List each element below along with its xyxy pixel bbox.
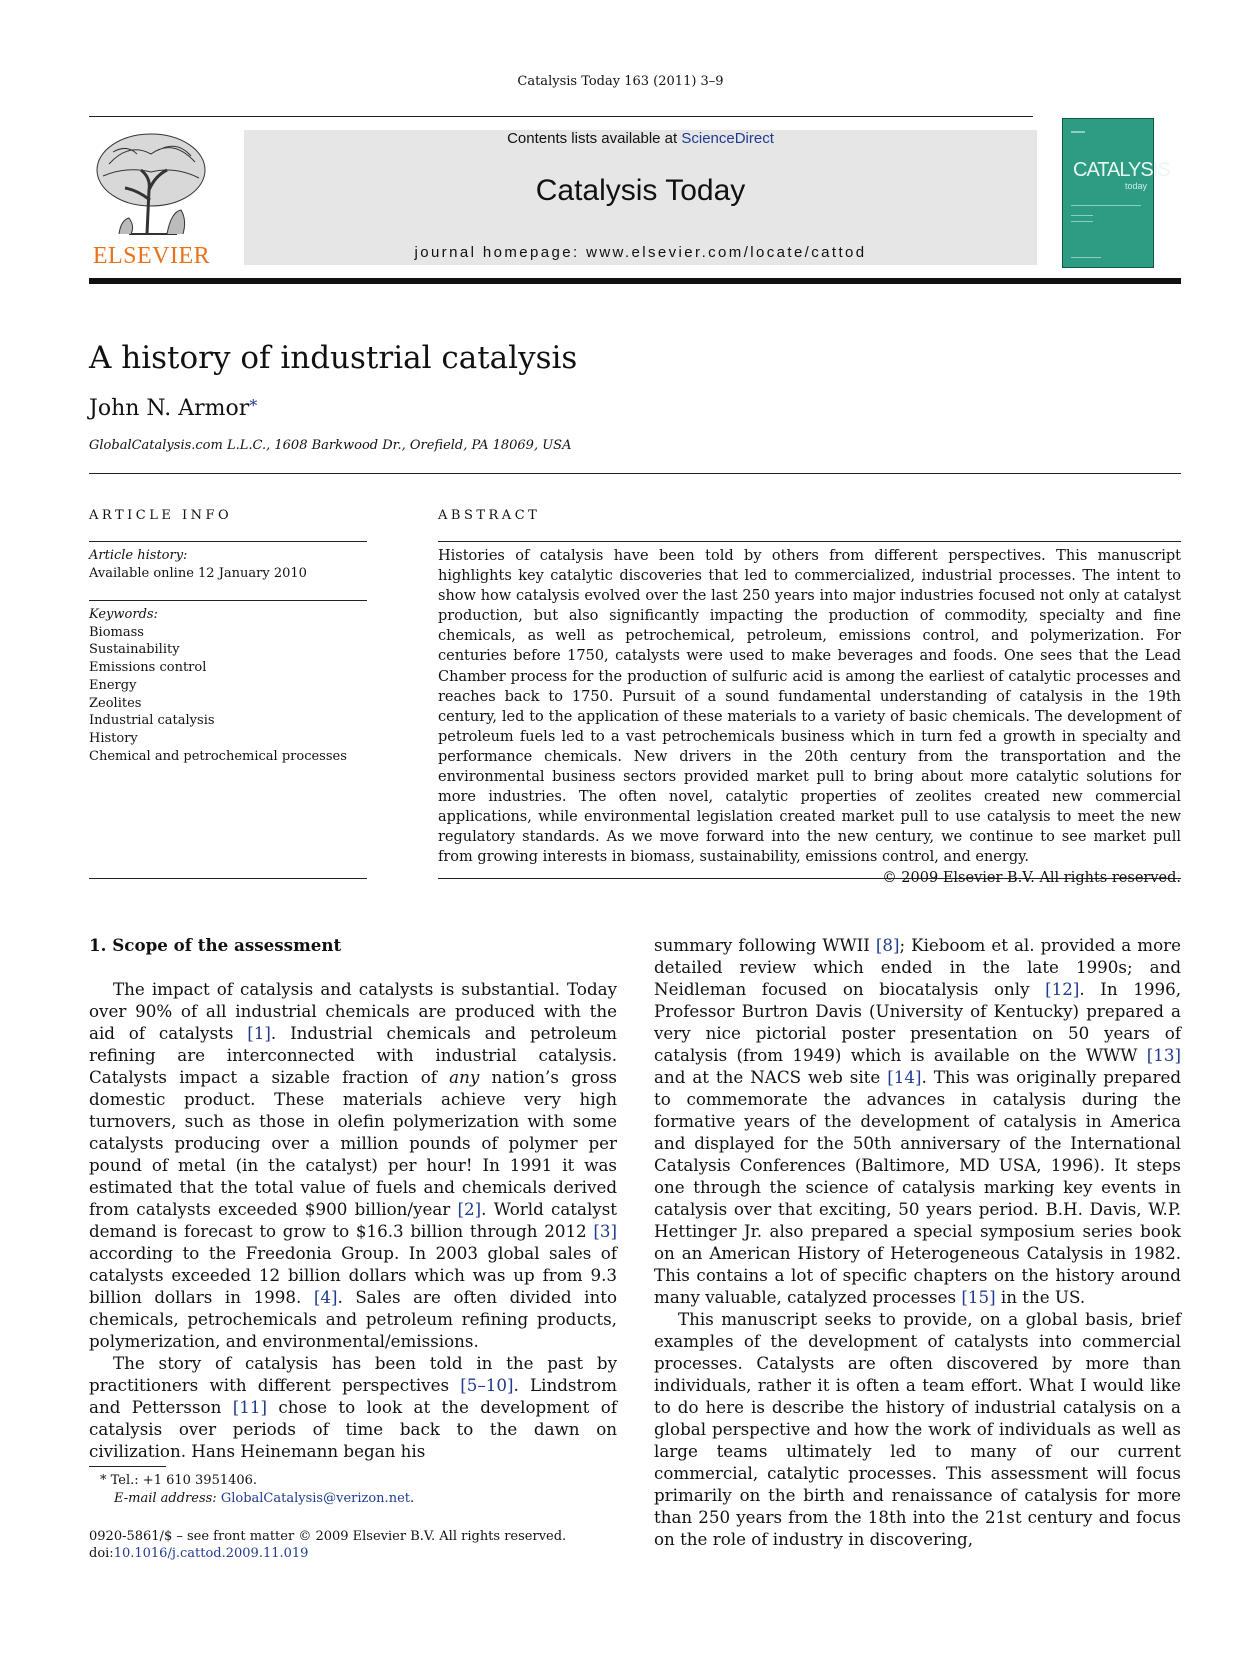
text-run: and at the NACS web site <box>654 1067 888 1087</box>
footnote-rule <box>89 1466 166 1467</box>
tree-icon <box>89 130 214 242</box>
cover-text-line <box>1071 257 1101 258</box>
history-value: Available online 12 January 2010 <box>89 565 307 581</box>
keyword-item: Biomass <box>89 624 144 640</box>
citation-link[interactable]: [14] <box>887 1067 922 1087</box>
author-name: John N. Armor <box>89 396 250 421</box>
text-run: ; Kieboom et al. provided a more detailed review which ended in the late 1990s; and Neidleman focused on biocatalysis only <box>654 935 1181 999</box>
info-rule <box>89 541 367 542</box>
author-footnote-link[interactable]: * <box>249 396 258 415</box>
history-label: Article history: <box>89 548 188 563</box>
info-rule <box>89 878 367 879</box>
abstract-rule <box>438 541 1181 542</box>
footnote <box>100 1472 414 1508</box>
citation-link[interactable]: [5–10] <box>460 1375 514 1395</box>
abstract-text: Histories of catalysis have been told by others from different perspectives. This manuscript highlights key catalytic discoveries that led to commercialized, industrial processes. The intent to show how catalysis evolved over the last 250 years into major industries focused not only at catalyst production, but also significantly impacting the production of commodity, specialty and fine chemicals, as well as petrochemical, petroleum, emissions control, and polymerization. For centuries before 1750, catalysts were used to make beverages and foods. One sees that the Lead Chamber process for the production of sulfuric acid is among the earliest of catalytic processes and reaches back to 1750. Pursuit of a sound fundamental understanding of catalysis in the 19th century, led to the application of these materials to a variety of basic chemicals. The development of petroleum fuels led to a vast petrochemicals business which in turn fed a growth in specialty and performance chemicals. New drivers in the 20th century from the transportation and the environmental business sectors provided market pull to bring about more catalytic solutions for more industries. The often novel, catalytic properties of zeolites created new commercial applications, while environmental legislation created market pull to use catalysis to meet the new regulatory standards. As we move forward into the new century, we continue to see market pull from growing interests in biomass, sustainability, emissions control, and energy. <box>438 548 1181 866</box>
info-rule <box>89 600 367 601</box>
email-link[interactable]: GlobalCatalysis@verizon.net <box>220 1491 410 1506</box>
journal-cover[interactable] <box>1062 118 1170 268</box>
keywords-block <box>89 606 367 765</box>
doi-link[interactable]: 10.1016/j.cattod.2009.11.019 <box>113 1546 309 1561</box>
doi-label: doi: <box>89 1546 114 1561</box>
emphasis: any <box>449 1067 480 1087</box>
body-paragraph <box>654 934 1181 1308</box>
cover-subtitle: today <box>1125 181 1148 191</box>
cover-text-line <box>1071 215 1093 216</box>
section-heading: 1. Scope of the assessment <box>89 935 342 955</box>
text-run: . This was originally prepared to commemorate the advances in catalysis during the formative years of the development of catalysis in America and displayed for the 50th anniversary of the International Catalysis Conferences (Baltimore, MD USA, 1996). It steps one through the science of catalysis marking key events in catalysis over that exciting, 50 years period. B.H. Davis, W.P. Hettinger Jr. also prepared a special symposium series book on an American History of Heterogeneous Catalysis in 1982. This contains a lot of specific chapters on the history around many valuable, catalyzed processes <box>654 1067 1181 1307</box>
keyword-item: Emissions control <box>89 660 207 676</box>
contents-line <box>244 130 1037 147</box>
cover-text-line <box>1071 221 1093 222</box>
text-run: . Industrial chemicals and petroleum refining are interconnected with industrial catalysis. Catalysts impact a sizable fraction of <box>89 1023 618 1087</box>
cover-logo-mark <box>1071 131 1085 133</box>
citation-link[interactable]: [12] <box>1045 979 1080 999</box>
affiliation: GlobalCatalysis.com L.L.C., 1608 Barkwood Dr., Orefield, PA 18069, USA <box>89 438 572 453</box>
affiliation-rule <box>89 473 1181 474</box>
article-history <box>89 547 367 582</box>
text-run: . In 1996, Professor Burtron Davis (University of Kentucky) prepared a very nice pictorial poster presentation on 50 years of catalysis (from 1949) which is available on the WWW <box>654 979 1181 1065</box>
keyword-item: History <box>89 730 138 746</box>
citation-link[interactable]: [13] <box>1146 1045 1181 1065</box>
email-label: E-mail address: <box>114 1491 217 1506</box>
cover-text-line <box>1071 205 1141 206</box>
text-run: . Sales are often divided into chemicals, petrochemicals and petroleum refining products, polymerization, and environmental/emissions. <box>89 1287 617 1351</box>
elsevier-logo[interactable] <box>89 130 214 270</box>
top-rule <box>89 116 1033 117</box>
abstract-copyright: © 2009 Elsevier B.V. All rights reserved. <box>882 869 1181 886</box>
journal-masthead <box>244 130 1037 265</box>
keyword-item: Sustainability <box>89 642 180 658</box>
citation-link[interactable]: [15] <box>961 1287 996 1307</box>
body-paragraph <box>89 1352 617 1462</box>
text-run: nation’s gross domestic product. These materials achieve very high turnovers, such as those in olefin polymerization with some catalysts producing over a million pounds of polymer per pound of metal (in the catalyst) per hour! In 1991 it was estimated that the total value of fuels and chemicals derived from catalysts exceeded $900 billion/year <box>89 1067 617 1219</box>
journal-title: Catalysis Today <box>535 174 746 207</box>
text-run: in the US. <box>995 1287 1086 1307</box>
footnote-mark: * <box>100 1473 107 1488</box>
keyword-item: Energy <box>89 677 137 693</box>
keyword-item: Industrial catalysis <box>89 713 215 729</box>
cover-title: CATALYSIS <box>1073 159 1170 181</box>
text-run: summary following WWII <box>654 935 876 955</box>
citation-link[interactable]: [11] <box>232 1397 267 1417</box>
sciencedirect-link[interactable]: ScienceDirect <box>681 130 774 147</box>
text-run: The impact of catalysis and catalysts is substantial. Today over 90% of all industrial chemicals are produced with the aid of catalysts <box>89 979 617 1043</box>
text-run: . World catalyst demand is forecast to grow to $16.3 billion through 2012 <box>89 1199 617 1241</box>
text-run: The story of catalysis has been told in the past by practitioners with different perspectives <box>89 1353 617 1395</box>
text-run: according to the Freedonia Group. In 2003 global sales of catalysts exceeded 12 billion dollars which was up from 9.3 billion dollars in 1998. <box>89 1243 617 1307</box>
text-run: . <box>409 1491 415 1506</box>
text-run: . Lindstrom and Pettersson <box>89 1375 617 1417</box>
abstract-label: ABSTRACT <box>438 508 541 523</box>
body-column-right <box>654 934 1181 1550</box>
running-head: Catalysis Today 163 (2011) 3–9 <box>517 74 724 89</box>
body-paragraph <box>89 978 617 1352</box>
issn-line: 0920-5861/$ – see front matter © 2009 Elsevier B.V. All rights reserved. <box>89 1529 567 1544</box>
citation-link[interactable]: [3] <box>593 1221 617 1241</box>
text-run: chose to look at the development of catalysis over periods of time back to the dawn on civilization. Hans Heinemann began his <box>89 1397 617 1461</box>
abstract-body <box>438 546 1181 888</box>
citation-link[interactable]: [2] <box>457 1199 482 1219</box>
footnote-tel: Tel.: +1 610 3951406. <box>110 1473 258 1488</box>
body-paragraph: This manuscript seeks to provide, on a global basis, brief examples of the development of catalysts into commercial processes. Catalysts are often discovered by more than individuals, rather it is often a team effort. What I would like to do here is describe the history of industrial catalysis on a global perspective and how the work of individuals as well as large teams ultimately led to many of our current commercial, catalytic processes. This assessment will focus primarily on the birth and renaissance of catalysis for more than 250 years from the 18th into the 21st century and focus on the role of industry in discovering, <box>654 1309 1181 1549</box>
citation-link[interactable]: [8] <box>875 935 900 955</box>
author-line <box>89 396 257 421</box>
keyword-item: Zeolites <box>89 695 142 711</box>
citation-link[interactable]: [1] <box>247 1023 271 1043</box>
article-title: A history of industrial catalysis <box>89 340 578 376</box>
keyword-item: Chemical and petrochemical processes <box>89 748 347 764</box>
keywords-label: Keywords: <box>89 607 158 622</box>
front-matter <box>89 1528 566 1562</box>
body-column-left <box>89 934 617 1462</box>
journal-homepage-link[interactable]: journal homepage: www.elsevier.com/locate/cattod <box>414 244 867 261</box>
header-thick-rule <box>89 278 1181 284</box>
elsevier-wordmark: ELSEVIER <box>92 243 211 269</box>
contents-prefix: Contents lists available at <box>507 130 682 147</box>
article-info-label: ARTICLE INFO <box>89 508 233 523</box>
citation-link[interactable]: [4] <box>313 1287 338 1307</box>
